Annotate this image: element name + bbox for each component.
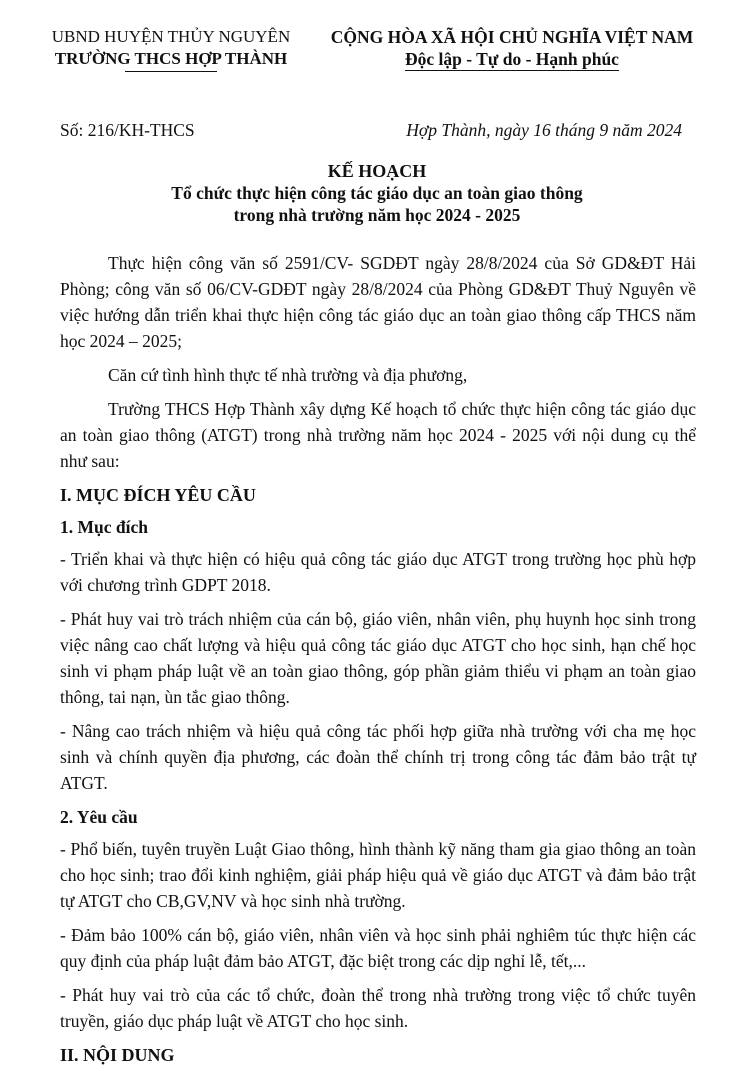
org-name: UBND HUYỆN THỦY NGUYÊN xyxy=(51,27,291,46)
title-line-2: trong nhà trường năm học 2024 - 2025 xyxy=(233,205,521,225)
requirement-item: - Phát huy vai trò của các tổ chức, đoàn thể trong nhà trường trong việc tổ chức tuyên truyền, giáo dục pháp luật về ATGT cho học sinh. xyxy=(60,985,696,1031)
section-heading-1: I. MỤC ĐÍCH YÊU CẦU xyxy=(60,485,256,505)
national-motto: Độc lập - Tự do - Hạnh phúc xyxy=(405,49,619,69)
intro-paragraph-3: Trường THCS Hợp Thành xây dựng Kế hoạch tổ chức thực hiện công tác giáo dục an toàn giao thông (ATGT) trong nhà trường năm học 2024 - 2025 với nội dung cụ thể như sau: xyxy=(60,399,696,471)
intro-paragraph-1: Thực hiện công văn số 2591/CV- SGDĐT ngày 28/8/2024 của Sở GD&ĐT Hải Phòng; công văn số 06/CV-GDĐT ngày 28/8/2024 của Phòng GD&ĐT Thuỷ Nguyên về việc hướng dẫn triển khai thực hiện công tác giáo dục an toàn giao thông cấp THCS năm học 2024 – 2025; xyxy=(60,253,696,351)
requirement-item: - Đảm bảo 100% cán bộ, giáo viên, nhân viên và học sinh phải nghiêm túc thực hiện các quy định của pháp luật đảm bảo ATGT, đặc biệt trong các dịp nghỉ lễ, tết,... xyxy=(60,925,696,971)
purpose-item: - Nâng cao trách nhiệm và hiệu quả công tác phối hợp giữa nhà trường với cha mẹ học sinh và chính quyền địa phương, các đoàn thể chính trị trong công tác đảm bảo trật tự ATGT. xyxy=(60,721,696,793)
issuer-header xyxy=(30,26,312,72)
title-line-1: Tổ chức thực hiện công tác giáo dục an toàn giao thông xyxy=(171,183,583,203)
document-body xyxy=(60,250,696,1074)
subsection-heading-purpose: 1. Mục đích xyxy=(60,517,148,537)
document-title xyxy=(60,160,694,226)
nation-name: CỘNG HÒA XÃ HỘI CHỦ NGHĨA VIỆT NAM xyxy=(330,27,694,47)
header-divider xyxy=(125,71,217,72)
place-date: Hợp Thành, ngày 16 tháng 9 năm 2024 xyxy=(406,120,682,140)
requirement-item: - Phổ biến, tuyên truyền Luật Giao thông, hình thành kỹ năng tham gia giao thông an toàn cho học sinh; trao đổi kinh nghiệm, giải pháp hiệu quả về giáo dục ATGT và đảm bảo trật tự ATGT cho CB,GV,NV và học sinh nhà trường. xyxy=(60,839,696,911)
document-number: Số: 216/KH-THCS xyxy=(60,120,195,140)
school-name: TRƯỜNG THCS HỢP THÀNH xyxy=(54,49,288,68)
national-header xyxy=(314,26,710,71)
section-heading-2: II. NỘI DUNG xyxy=(60,1045,175,1065)
subsection-heading-requirements: 2. Yêu cầu xyxy=(60,807,138,827)
intro-paragraph-2: Căn cứ tình hình thực tế nhà trường và địa phương, xyxy=(108,365,468,385)
purpose-item: - Phát huy vai trò trách nhiệm của cán bộ, giáo viên, nhân viên, phụ huynh học sinh trong việc nâng cao chất lượng và hiệu quả công tác giáo dục ATGT cho học sinh, hạn chế học sinh vi phạm pháp luật về an toàn giao thông, góp phần giảm thiểu vi phạm an toàn giao thông, tai nạn, ùn tắc giao thông. xyxy=(60,609,696,707)
purpose-item: - Triển khai và thực hiện có hiệu quả công tác giáo dục ATGT trong trường học phù hợp với chương trình GDPT 2018. xyxy=(60,549,696,595)
title-main: KẾ HOẠCH xyxy=(327,161,427,181)
